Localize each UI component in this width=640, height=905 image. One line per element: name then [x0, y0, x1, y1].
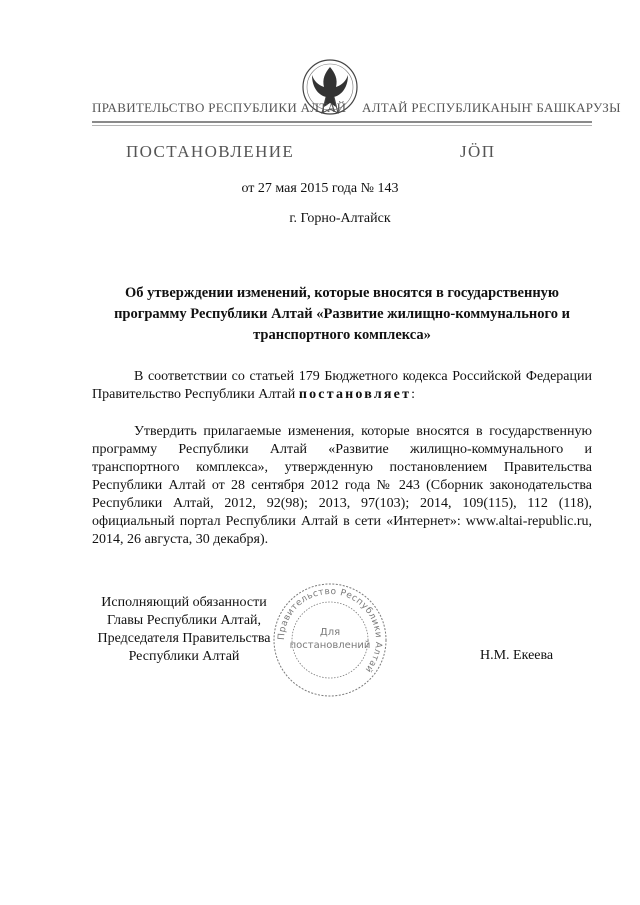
signatory-name: Н.М. Екеева — [480, 648, 554, 663]
signature-position-line: Председателя Правительства — [97, 631, 271, 646]
signature-position — [84, 594, 284, 666]
header-divider — [92, 121, 592, 123]
doc-type-alt: JӦП — [460, 142, 496, 161]
header-government-name-ru: ПРАВИТЕЛЬСТВО РЕСПУБЛИКИ АЛТАЙ — [92, 100, 347, 115]
signature-position-line: Главы Республики Алтай, — [106, 613, 262, 628]
stamp-ring-text: Правительство Республики Алтай — [276, 586, 384, 675]
stamp-center-line: Для — [319, 627, 341, 638]
preamble-tail: : — [411, 387, 416, 402]
document-date-number: от 27 мая 2015 года № 143 — [241, 181, 399, 196]
header-divider-thin — [92, 125, 592, 126]
document-city: г. Горно-Алтайск — [289, 211, 391, 226]
signature-position-line: Исполняющий обязанности — [101, 595, 267, 610]
stamp-center-line: постановлений — [289, 640, 371, 651]
preamble-text: В соответствии со статьей 179 Бюджетного кодекса Российской Федерации Правительство Республики Алтай — [92, 369, 592, 402]
body-paragraph: Утвердить прилагаемые изменения, которые вносятся в государственную программу Республики Алтай «Развитие жилищно-коммунального и транспортного комплекса», утвержденную постановлением Правительства Республики Алтай от 28 сентября 2012 года № 243 (Сборник законодательства Республики Алтай, 2012, 92(98); 2013, 97(103); 2014, 109(115), 112 (118), официальный портал Республики Алтай в сети «Интернет»: www.altai-republic.ru, 2014, 26 августа, 30 декабря). — [92, 424, 592, 547]
doc-type-ru: ПОСТАНОВЛЕНИЕ — [126, 142, 295, 161]
preamble-emphasis: постановляет — [298, 387, 412, 402]
header-government-name-alt: АЛТАЙ РЕСПУБЛИКАНЫҤ БАШКАРУЗЫ — [362, 100, 621, 115]
preamble-paragraph — [92, 368, 592, 404]
signature-position-line: Республики Алтай — [128, 649, 240, 664]
document-title: Об утверждении изменений, которые вносятся в государственную программу Республики Алтай «Развитие жилищно-коммунального и транспортного комплекса» — [114, 285, 570, 343]
official-stamp — [270, 580, 390, 700]
